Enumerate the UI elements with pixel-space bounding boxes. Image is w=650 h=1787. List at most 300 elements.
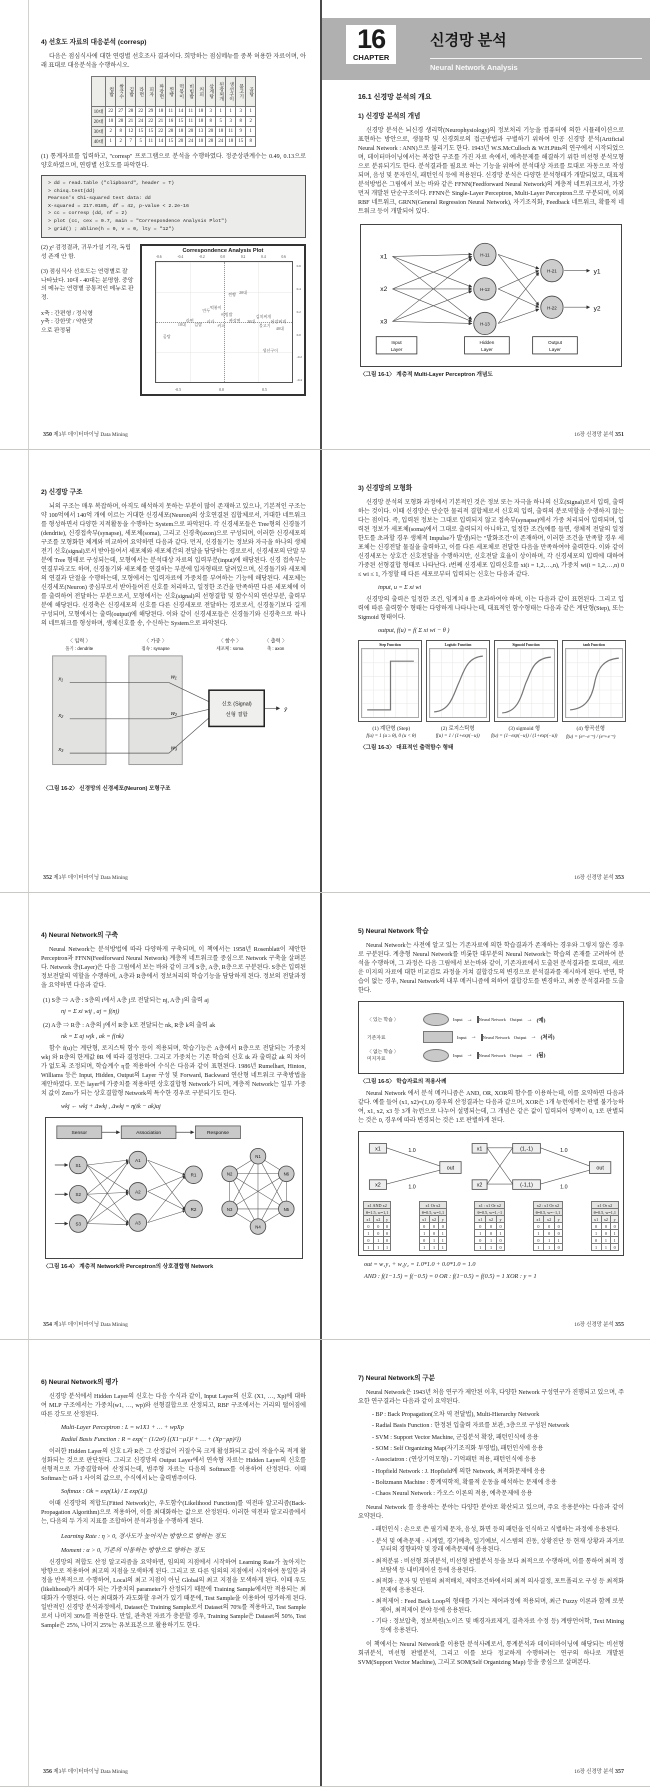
table-row [475,1202,505,1209]
table-cell: 1 [486,1237,497,1244]
plot-title: Step Function [379,643,401,648]
table-cell: 8 [236,117,246,127]
table-row [591,1230,618,1237]
scatter-label: 20대 [239,290,247,296]
list-item-1: (1) 통계자료를 입력하고, "corresp" 프로그램으로 분석을 수행하였다. 정준상관계수는 0.49, 0.13으로 양호하였으며, 연령별 선호도를 파악한다. [41,154,306,170]
table-header-cell: 컵밥 [106,77,116,107]
x2-label: x2 [476,1182,483,1189]
table-header-cell: y [496,1216,504,1223]
output-label: ŷ [284,707,288,714]
section-heading: 6) Neural Network의 평가 [41,1379,119,1386]
table-cell: 0 [383,1230,391,1237]
tanh-curve [566,649,623,718]
table-cell: 2 [106,127,116,137]
formula-rbf: Radial Basis Function : R = exp(− (1/2σ²) {(X1−μ1)² + … + (Xp−μp)²}) [61,1436,241,1444]
table-cell: 5 [136,137,146,147]
or-truth-table [419,1201,447,1251]
table-header-cell: 불고기 [236,77,246,107]
network-box-label: Neural Network [482,1034,510,1040]
column-subheader: 세포체 : soma [216,646,244,652]
figure-caption: 〈그림 16-5〉 학습자료의 적용사례 [360,1079,447,1086]
tick-label: 0.5 [262,388,267,393]
paragraph: Neural Network은 1943년 처음 연구가 제안된 이후, 다양한 Network 구성연구가 진행되고 있으며, 주요한 연구결과는 다음과 같이 요약된다. [358,1390,624,1406]
logistic-curve [430,649,487,718]
running-title: 16장 신경망 분석 [574,875,614,881]
table-row [475,1237,505,1244]
page-footer [43,1320,128,1328]
table-header-cell: 생선구이 [226,77,236,107]
plot-formulas [358,734,624,740]
table-cell: 10대 [91,107,105,117]
table-header-cell: 삼계탕 [206,77,216,107]
table-cell: 0 [383,1237,391,1244]
tick-label: 0.0 [219,388,224,393]
table-header-cell: θ=1.5, w=1,1 [364,1209,391,1216]
arrow-icon: → [466,1016,473,1023]
weight-label: 1.0 [408,1184,416,1191]
page-number: 354 [43,1322,52,1328]
paragraph: 이 책에서는 Neural Network를 이용한 분석사례로서, 통계분석과 데이터마이닝에 해당되는 비선형 회귀분석, 비선형 판별분석, 그리고 이를 보다 정교하게 수행하려는 연구의 하나로 개발된 SVM(Support Vector Machine), 그리고 SOM(Self Organizing Map) 등을 중심으로 살펴본다. [358,1641,624,1666]
page-350 [28,0,320,449]
activation-plots [358,640,624,722]
page-357 [320,1340,650,1786]
input-signal-label: x₁ [58,676,63,683]
weight-label: 1.0 [559,1148,568,1155]
data-rect-shape [423,1031,453,1043]
table-row [91,117,255,127]
formula: nk = Σ aj wjk , ak = f(nk) [61,1033,124,1041]
plot-right-ticks [297,264,302,382]
plot-grid [429,648,487,718]
table-row [475,1230,505,1237]
list-item: - 최적화 : 문자 및 인원의 최적배치, 제약조건하에서의 최적 의사결정, 포트폴리오 구성 등 최적화 문제에 응용된다. [372,1578,624,1594]
table-header-cell: y [554,1216,562,1223]
table-cell: 0 [475,1237,486,1244]
code-line: > grid() ; abline(h = 0, v = 0, lty = "12") [48,226,175,232]
page-number: 353 [615,875,624,881]
weight-label: w₁ [170,674,177,681]
table-header-cell: 된장찌개 [216,77,226,107]
plot-caption: (3) sigmoid 형 [508,726,541,733]
s-node-label: S2 [75,1192,81,1198]
input-label: Input [453,1017,463,1023]
table-row [364,1216,391,1223]
learning-row-unsupervised [367,1048,615,1062]
code-line: > plot (cc, cex = 0.7, main = "Correspondence Analysis Plot") [48,219,228,225]
s-node-label: S3 [75,1221,81,1227]
list-item: - Associatron : (연상기억모형) - 기억패턴 적용, 패턴인식에 응용 [372,1457,537,1464]
table-header-cell [91,77,105,107]
neural-network-box [481,1035,510,1040]
table-cell: 14 [156,137,166,147]
table-cell: 0 [591,1223,601,1230]
list-item-2: (2) χ² 검정결과, 귀무가설 기각, 독립성 존재 안 함. [41,245,131,260]
table-cell: 10 [196,137,206,147]
application-areas-list [372,1526,624,1636]
page-footer [43,1767,128,1775]
result-label: (예) [536,1017,546,1024]
tick-label: -0.2 [198,255,205,260]
table-cell: 11 [166,107,176,117]
paragraph: 뇌의 구조는 매우 복잡하며, 아직도 해석하지 못하는 부분이 많이 존재하고 있으나, 기본적인 구조는 약 100억에서 140억 개에 이르는 거대한 신경세포(Neuron)의 상호연결된 집합체로서, 거대한 네트워크를 형성하면서 다양한 지적활동을 수행하는 System으로 파악된다. 각 신경세포들은 Tree형의 신경돌기(dendrite), 신경접속부(synapse), 세포체(soma), 그리고 신경축(axon)으로 구성되며, 이러한 신경세포의 구조를 모형화한 체계와 비교하여 요약하면 다음과 같다. 먼저, 신경돌기는 정보와 자극을 하나의 생체전기 신호(signal)로서 받아들여서 세포체와 세포체간의 전달을 담당하는 경로로서, 신경세포의 단말 부분에 Tree 형태로 구성되는데, 모형에서는 분석대상 자료의 입력부분(input)에 해당된다. 신경 접속부는 연결부라고도 하며, 신경돌기와 세포체를 연결하는 부분에 입자형태로 달려있으며, 신경돌기와 세포체의 연결과 단절을 수행하는데, 모형에서는 입력자료에 가중치를 부여하는 기능에 해당된다. 세포체는 신경세포(Neuron) 중심부로서 받아들여진 신호를 처리하고, 일정한 조건을 만족하면 다른 세포체에 이를 출력하여 전달하는 부분으로서, 모형에서는 신호(signal)의 선형결합 및 함수식의 연산부분, 출력부분에 해당된다. 신경축은 신경세포의 신호를 다른 신경세포로 전달하는 경로로서, 신경돌기보다 길게 구성되며, 모형에서는 출력(output)에 해당된다. 이와 같이 신경세포들은 신경돌기와 신경축으로 하나의 네트워크를 형성하며, 생체신호를 송, 수신하는 System으로 파악된다. [41,504,306,628]
formula-moment: Moment : α > 0, 기존의 이동하는 방향으로 향하는 정도 [61,1547,205,1555]
table-cell: 18 [196,117,206,127]
list-item: - 분석 및 예측문제 : 시계열, 경기예측, 일기예보, 시스템의 진동, 상황진단 등 현재 상황과 과거로부터의 경향파악 및 장래 예측문제에 응용된다. [372,1538,624,1554]
table-cell: 18 [216,127,226,137]
table-cell: 1 [611,1230,619,1237]
table-cell: 1 [419,1244,429,1251]
chapter-number-box [346,25,396,64]
list-item: - Hopfield Network : J. Hopfield에 의한 Network, 최적화문제에 응용 [372,1468,546,1475]
section-heading: 2) 신경망 구조 [41,489,83,496]
paragraph: 신경망 분석의 모형화 과정에서 기본적인 것은 정보 또는 자극을 하나의 신호(Signal)로서 입력, 출력하는 것이다. 이때 신경망은 단순한 물리적 결합체로서 신호의 입력, 출력의 분로역할을 수행하지 않는다는 점이다. 즉, 입력된 정보는 그대로 입력되지 않고 접속부(synapse)에서 가중 처리되어 입력되며, 입력된 정보가 세포체(soma)에서 그대로 출력되지 아니하고, 일정한 조건(예를 들면, 생체적 전달의 일정 한도를 초과할 경우 생체적 Impulse가 발생)되는 "발화조건"이 존재하며, 이러한 조건을 만족할 경우 세포체는 신경전달 물질을 출력하고, 이를 다른 세포체로 전달한 다음을 만족하여야 출력한다. 이와 같이 신경세포는 상호간 신호전달을 수행하지만, 신호전달 효율이 상이하며, 각 신경세포의 입력에 대하여 가중된 선형결합 형태로 나타난다. i번째 신경세포 입력신호를 xi(i = 1,2,…,n), 가중치 wi(i = 1,2,…,n) 0 ≤ wi ≤ 1, 가정할 때 다른 세포로부터 입력되는 신호는 다음과 같다. [358,500,624,579]
spread-3 [0,893,650,1340]
chapter-label: CHAPTER [353,53,390,62]
table-cell: 18 [176,127,186,137]
a-node-label: A1 [134,1158,141,1164]
correspondence-plot [140,244,306,396]
tick-label: 0.0 [220,255,225,260]
page-footer [574,1767,624,1775]
table-cell: 0 [496,1244,504,1251]
column-subheader: 돌기 : dendrite [65,646,94,652]
input-label: Input [457,1034,467,1040]
xor-part2-truth-table [533,1201,564,1251]
network-box-label: Neural Network [478,1052,506,1058]
layer-label: Layer [390,347,403,353]
table-cell: 0 [429,1230,439,1237]
scatter-label: 된장찌개 [270,319,287,325]
paragraph: Neural Network는 분석방법에 따라 다양하게 구축되며, 이 책에서는 1958년 Rosenblatt이 제안한 Perceptron과 FFNN(Feedforward Neural Network) 계층적 네트워크를 중심으로 Network 구축을 살펴본다. Network 층(Layer)은 다음 그림에서 보는 바와 같이 크게 S층, A층, R층으로 구분된다. S층은 입력된 정보전달의 역할을 수행하며, A층과 R층에서 정보처리의 학습기능을 담당하게 된다. 정보의 전달과정을 요약하면 다음과 같다. [41,947,306,990]
table-row [91,127,255,137]
list-item: (2) A층 ⇒ R층 : A층의 j에서 R층 k로 전달되는 nk, R층 k의 출력 ak [43,1023,216,1030]
scatter-label: 라면 [186,318,194,324]
paragraph: 신경망 분석에서 Hidden Layer의 신호는 다음 수식과 같이, Input Layer의 신호 (X1, …, Xp)에 대하여 MLP 구조에서는 가중치(w1, …, wp)와 선형결합으로 산정되고, RBF 구조에서는 거리의 떨어짐에 따른 강도로 산정된다. [41,1394,306,1419]
table-cell: 0 [486,1223,497,1230]
plot-title: tanh Function [583,643,605,648]
table-header-cell: 짜장면 [156,77,166,107]
table-cell: 28 [166,127,176,137]
page-footer [574,1320,624,1328]
table-header-cell: x1 [475,1216,486,1223]
notes-and-plot [41,244,306,396]
table-cell: 0 [544,1223,555,1230]
weight-label: w₂ [170,711,178,718]
table-cell: 18 [226,137,236,147]
list-item: - Chaos Neural Network : 카오스 이론의 적용, 예측문제에 응용 [372,1491,533,1498]
table-cell: 28 [126,107,136,117]
table-row [591,1216,618,1223]
table-cell: 0 [554,1223,562,1230]
table-cell: 3 [206,107,216,117]
table-cell: 20 [176,137,186,147]
a-node-label: A3 [134,1220,141,1226]
table-cell: 15 [236,137,246,147]
paragraph: 신경망의 출력은 일정한 조건, 임계치 θ 를 초과하여야 하며, 이는 다음과 같이 표현된다. 그리고 입력에 따른 출력함수 형태는 다양하게 나타나는데, 대표적인 함수형태는 다음과 같은 계단형(Step), 또는 Sigmoid 형태이다. [358,597,624,622]
x1-label: x1 [476,1146,483,1153]
mid-node-label: (-1,1) [519,1182,533,1189]
output-label: Output [513,1034,527,1040]
page-352 [28,450,320,892]
sigmoid-plot [494,640,558,722]
n-node-label: N4 [254,1224,261,1230]
input-node-label: x1 [380,253,388,261]
spread-1 [0,0,650,450]
table-header-cell: x1 AND x2 [364,1202,391,1209]
running-title: 제3부 데이터마이닝 Data Mining [53,1769,128,1775]
table-header-cell: θ=0.5, w=−1,1 [533,1209,563,1216]
table-cell: 1 [591,1244,601,1251]
table-cell: 1 [533,1230,544,1237]
formula: nj = Σ xi wij , aj = f(nj) [61,1008,120,1016]
figure-caption: 〈그림 16-2〉 신경망의 신경세포(Neuron) 모형구조 [43,786,171,793]
network-box-label: Neural Network [478,1017,506,1023]
table-header-cell: 곰탕 [246,77,256,107]
table-cell: 22 [156,127,166,137]
table-cell: 1 [226,107,236,117]
table-cell: 1 [591,1230,601,1237]
table-cell: 27 [116,107,126,117]
table-row [364,1202,391,1209]
scatter-label: 생선구이 [262,348,278,354]
table-row [475,1209,505,1216]
table-cell: 0 [554,1230,562,1237]
table-header-cell: y [383,1216,391,1223]
table-cell: 0 [533,1223,544,1230]
table-cell: 11 [226,127,236,137]
plot-formula: f(u) = (1−exp(−u)) / (1+exp(−u)) [491,734,558,740]
subsection-heading: 1) 신경망 분석의 개념 [358,113,421,120]
hidden-node-label: H-13 [480,321,490,327]
single-neuron-diagram [363,1136,470,1198]
code-line: > dd = read.table ("clipboard", header = T) [48,181,175,187]
chapter-title: 신경망 분석 [430,32,507,49]
xor-diagram-frame [358,1131,624,1256]
arrow-icon: → [526,1016,533,1023]
table-cell: 40대 [91,137,105,147]
paragraph: 신경망의 적합도 산정 알고리즘을 요약하면, 임의의 지점에서 시작하여 Learning Rate가 높아지는 방향으로 적용하여 최고의 지점을 모색하게 된다. 그리고 또 다른 임의의 지점에서 시작하여 동일한 과정을 반복적으로 수행하여, Local의 최고 지점이 아닌 Global의 최고 지점을 모색하게 된다. 이때 우도(likelihood)가 최대가 되는 가중치의 parameter가 산정되기 때문에 Training Sample에서만 적용되는 최대화가 수행된다. 이는 최대화가 과도화할 우려가 있기 때문에, Test Sample을 이용하여 평가하게 된다. 일반적인 신경망 분석과정에서, Dataset은 Training Sample로서 Dataset의 70%를 적용하고, Test Sample로서 나머지 30%를 적용한다. 만일, 관측된 자료가 충분할 경우, Training Sample은 Dataset의 50%, Test Sample은 25%, 나머지 25%는 유보표본으로 활용하기도 한다. [41,1560,306,1630]
spread-2 [0,450,650,893]
column-header: 〈 출력 〉 [264,638,288,645]
arrow-icon: → [530,1034,537,1041]
table-cell: 0 [475,1223,486,1230]
stage-box-label: Response [206,1131,229,1137]
figure-caption: 〈그림 16-1〉 계층적 Multi-Layer Perceptron 개념도 [360,372,493,379]
table-header-cell: 라면 [136,77,146,107]
page-number: 352 [43,875,52,881]
paragraph: 함수 f(u)는 계단형, 로지스틱 함수 등이 적용되며, 학습기능은 A층에서 R층으로 전달되는 가중치 wkj 와 R층의 한계값 θR 에 따라 결정된다. 그리고 가중치는 기존 학습의 신호 tk 과 출력값 ak 의 차이가 없도록 조정되며, 학습계수 η를 적용하여 수식은 다음과 같이 표현된다. 1986년 Rumelhart, Hinton, Williams 등은 Input, Hidden, Output의 Layer 구성 및 Forward, Backward 연산형 네트워크 구축방법을 제안하였다. 모든 layer에 가중치를 적용하면 상호결합형 Network가 되며, 계층적 Network는 일부 가중치 값이 Zero가 되는 상호결합형 Network의 특수한 경우로 구분되기도 한다. [41,1046,306,1098]
table-cell: 24 [186,137,196,147]
table-cell: 1 [419,1230,429,1237]
code-line: > chisq.test(dd) [48,188,95,194]
paragraph: Neural Network 를 응용하는 분야는 다양한 분야로 확산되고 있으며, 주요 응용분야는 다음과 같이 요약된다. [358,1505,624,1521]
table-cell: 8 [246,137,256,147]
logistic-plot [426,640,490,722]
arrow-icon: → [470,1034,477,1041]
axis-note-end: 으로 판정됨 [41,327,71,334]
table-cell: 1 [364,1244,374,1251]
paragraph: Neural Network는 사전에 알고 있는 기존자료에 의한 학습결과가 존재하는 경우와 그렇지 않은 경우로 구분된다. 계층형 Neural Network를 비롯한 대부분의 Neural Network는 학습의 존재를 고려하여 분석을 수행하며, 그 과정은 다음 그림에서 보는바와 같이, 기존자료에서 도출된 분석결과를 토대로, 새로운 미지의 자료에 대한 비교검토 과정을 거쳐 결합강도의 변경으로 분석결과를 제시하게 된다. 반면, 학습이 없는 경우, Neural Network의 내부 메커니즘에 의하여 결합강도를 변경하고, 최종 분석결과를 도출한다. [358,943,624,995]
table-cell: 13 [196,127,206,137]
table-cell: 1 [216,107,226,117]
scatter-label: 떡볶이 [209,304,222,310]
table-row [364,1230,391,1237]
tick-label: 0.6 [296,264,301,269]
running-title: 16장 신경망 분석 [574,432,614,438]
table-cell: 16 [166,117,176,127]
mlp-diagram-frame [360,224,622,367]
table-cell: 1 [246,107,256,117]
table-cell: 1 [429,1237,439,1244]
table-cell: 0 [373,1223,383,1230]
data-oval-shape [423,1013,449,1026]
tick-label: -0.4 [296,378,302,383]
table-cell: 22 [146,117,156,127]
output-label: Output [509,1052,523,1058]
table-cell: 0 [429,1223,439,1230]
plot-title: Sigmoid Function [512,643,540,648]
plot-formula: f(u) = (eᵘ−e⁻ᵘ) / (eᵘ+e⁻ᵘ) [566,735,616,741]
table-cell: 15 [176,117,186,127]
table-row [364,1223,391,1230]
r-node-label: R1 [190,1172,196,1178]
page-351 [320,0,650,449]
input-signal-label: x₂ [58,713,64,720]
list-item: - Radial Basis Function : 한정된 입출력 자료를 보관, 3층으로 구성된 Network [372,1423,570,1430]
running-title: 제3부 데이터마이닝 Data Mining [53,875,128,881]
figure-caption: 〈그림 16-3〉 대표적인 출력함수 형태 [360,745,454,752]
output-node-label: H-21 [547,268,557,274]
hidden-node-label: H-12 [480,287,490,293]
output-node-label: H-22 [547,305,557,311]
chapter-subtitle: Neural Network Analysis [430,63,518,72]
table-cell: 7 [126,137,136,147]
paragraph: 이때 신경망의 적합도(Fitted Network)는, 우도함수(Likelihood Function)를 역전파 알고리즘(Back-Propagation Algorithm)으로 적용하여, 이를 최대화하는 값으로 산정된다. 이러한 역전파 알고리즘에서는, 다음의 두 가지 지표를 조합하여 분석과정을 수행하게 된다. [41,1501,306,1526]
table-cell: 11 [146,137,156,147]
running-title: 제3부 데이터마이닝 Data Mining [53,1322,128,1328]
page-number: 356 [43,1769,52,1775]
table-cell: 0 [533,1237,544,1244]
table-cell: 1 [533,1244,544,1251]
scatter-label: 40대 [275,326,284,332]
table-header-cell: x1 [419,1216,429,1223]
table-row [364,1244,391,1251]
tick-label: -0.2 [296,355,302,360]
table-cell: 2 [246,117,256,127]
table-cell: 1 [439,1230,447,1237]
table-row [533,1237,563,1244]
table-header-cell: 비빔밥 [186,77,196,107]
page-354 [28,893,320,1339]
paragraph: 이러한 Hidden Layer의 신호 L과 R은 그 산정값이 커질수록 크게 활성화되고 값이 작을수록 적게 활성화되는 것으로 판단된다. 그리고 신경망의 Output Layer에서 연속형 자료는 Hidden Layer의 신호를 선형적으로 가중결합하여 산정되는데, 범주형 자료는 다음의 Softmax를 이용하여 산정된다. 이때 Softmax는 0과 1 사이의 값으로, 수식에서 k는 출력범주이다. [41,1449,306,1483]
and-truth-table [363,1201,391,1251]
table-row [533,1230,563,1237]
plot-grid [565,648,623,718]
neural-network-box [477,1017,506,1022]
table-header-cell: 커피 [196,77,206,107]
soma-box-label: 선형 결합 [225,712,248,719]
table-cell: 1 [475,1230,486,1237]
table-row [475,1216,505,1223]
page-footer [43,430,128,438]
step-curve [362,649,419,718]
table-cell: 0 [439,1223,447,1230]
r-code-block [41,175,306,238]
tick-label: -0.5 [175,388,182,393]
scatter-label: 피자 [206,319,215,325]
notes-column [41,244,134,396]
plot-area [155,261,293,383]
list-item: - 최적분류 : 비선형 회귀분석, 비선형 판별분석 등을 보다 최적으로 수행하며, 이를 통하여 최적 정보탐색 등 내비게이션 등에 응용된다. [372,1558,624,1574]
table-row [475,1244,505,1251]
table-header-cell: x1 : x1 Or x2 [475,1202,505,1209]
table-row [364,1237,391,1244]
table-cell: 8 [206,117,216,127]
code-line: > cc = corresp (dd, nf = 2) [48,211,128,217]
formula-input: input, u = Σ xi wi [378,584,422,592]
plot-caption: (1) 계단형 (Step) [372,726,411,733]
table-row [419,1216,446,1223]
paragraph: 다음은 점심식사에 대한 연령별 선호조사 결과이다. 희망하는 점심메뉴를 중복 허용한 자료이며, 아래 표대로 대응분석을 수행하시오. [41,54,306,70]
table-cell: 10 [106,117,116,127]
out-label: out [446,1165,455,1172]
n-node-label: N3 [226,1207,232,1213]
x2-label: x2 [375,1182,381,1189]
table-cell: 24 [136,117,146,127]
figure-caption: 〈그림 16-4〉 계층적 Network와 Perceptron의 상호결합형 Network [43,1264,214,1271]
table-cell: 0 [544,1230,555,1237]
table-cell: 1 [373,1237,383,1244]
input-node-label: x3 [380,318,388,326]
section-heading: 5) Neural Network 학습 [358,928,429,935]
table-cell: 0 [419,1223,429,1230]
table-row [419,1202,446,1209]
list-item: - 기타 : 정보압축, 정보복원(노이즈 및 배경자료제거, 결측자료 수정 등) 계량언어학, Text Mining 등에 응용된다. [372,1619,624,1634]
row-label-line2: 미지자료 [367,1057,386,1063]
table-header-cell: x2 [544,1216,555,1223]
axis-note-x: x축 : 간편형 / 정식형 [41,310,93,317]
weight-label: w₃ [170,745,178,752]
table-cell: 0 [364,1223,374,1230]
soma-box-label: 신호 (Signal) [221,701,252,708]
xor-networks [363,1136,619,1198]
paragraph: Neural Network 에서 분석 메커니즘은 AND, OR, XOR의 함수를 이용하는데, 이를 요약하면 다음과 같다. 예를 들어 (x1, x2)=(1,0) 경우의 산정결과는 다음과 같으며, XOR은 1개 뉴런에서는 판별 불가능하여, x1, x2, x3 등 3개 뉴런으로 나누어 설명되는데, 그 개념은 같은 값이 입력되어 양쪽이 0, 1로 판별되는 것은 0, 경우에 따라 변경되는 것은 1로 판별하게 된다. [358,1091,624,1125]
output-label: y2 [593,305,601,313]
table-header-cell: x1 [591,1216,601,1223]
table-header-cell: y [611,1216,619,1223]
table-cell: 12 [126,127,136,137]
preference-table [91,76,256,147]
mlp-network-diagram [364,228,618,358]
table-row [591,1202,618,1209]
table-header-cell: θ=0.5, w=1,−1 [475,1209,505,1216]
table-cell: 1 [486,1244,497,1251]
plot-formula: f(u) = 1 / (1+exp(−u)) [435,734,480,740]
plot-top-ticks [156,255,286,259]
layer-label: Output [547,339,562,345]
table-header-cell: y [439,1216,447,1223]
plot-caption: (2) 로지스틱형 [440,726,475,733]
table-row [475,1223,505,1230]
data-oval-shape [423,1049,449,1062]
table-cell: 0 [591,1237,601,1244]
table-header-cell: x2 [601,1216,611,1223]
list-item: - 패턴인식 : 손으로 쓴 필기체 문자, 음성, 화면 등의 패턴을 인식하고 식별하는 과정에 응용된다. [372,1527,620,1534]
table-cell: 20 [206,127,216,137]
page-number: 357 [615,1769,624,1775]
table-cell: 1 [496,1230,504,1237]
scatter-label: 찐빵 [228,291,236,297]
